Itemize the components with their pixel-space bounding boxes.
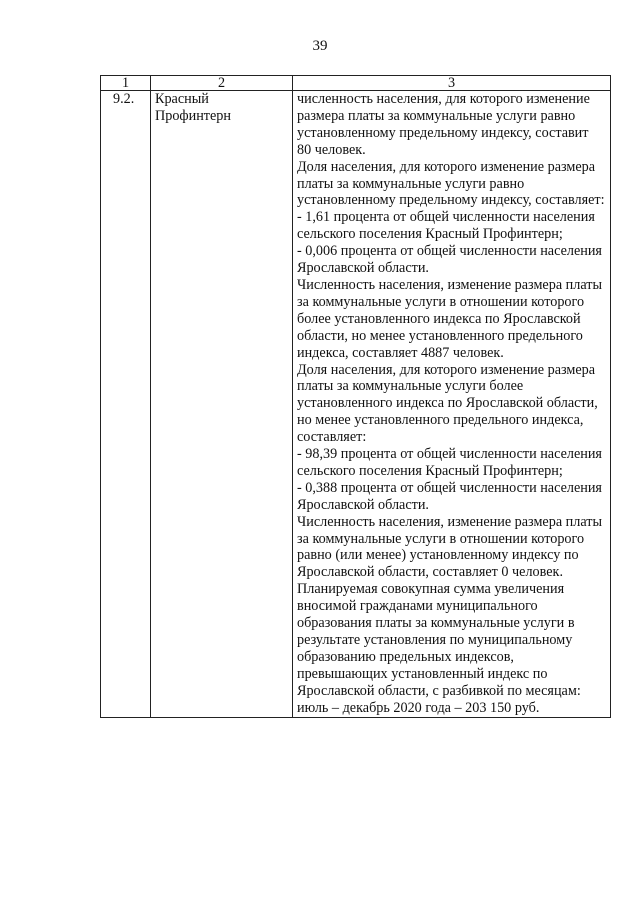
description-paragraph-2: Доля населения, для которого изменение размера платы за коммунальные услуги равно установленному предельному индексу, составляет: bbox=[297, 158, 605, 209]
row-description-cell bbox=[293, 91, 611, 718]
row-name-line-1: Красный bbox=[155, 91, 209, 107]
description-paragraph-10: Планируемая совокупная сумма увеличения вносимой гражданами муниципального образования платы за коммунальные услуги в результате установления по муниципальному образованию предельных индексов, превышающих установленный индекс по Ярославской области, с разбивкой по месяцам: июль – декабрь 2020 года – 203 150 руб. bbox=[297, 581, 581, 716]
description-paragraph-9: Численность населения, изменение размера платы за коммунальные услуги в отношении которого равно (или менее) установленному индексу по Ярославской области, составляет 0 человек. bbox=[297, 513, 603, 581]
description-paragraph-1: численность населения, для которого изменение размера платы за коммунальные услуги равно установленному предельному индексу, составит 80 человек. bbox=[297, 91, 590, 158]
description-paragraph-3: - 1,61 процента от общей численности населения сельского поселения Красный Профинтерн; bbox=[297, 209, 595, 243]
description-paragraph-7: - 98,39 процента от общей численности населения сельского поселения Красный Профинтерн; bbox=[297, 446, 602, 479]
page-number: 39 bbox=[312, 38, 328, 54]
description-paragraph-8: - 0,388 процента от общей численности населения Ярославской области. bbox=[297, 479, 602, 513]
header-cell-2: 2 bbox=[151, 76, 293, 91]
description-paragraph-6: Доля населения, для которого изменение размера платы за коммунальные услуги более установленного индекса по Ярославской области, но менее установленного предельного индекса, составляет: bbox=[297, 361, 598, 446]
table-header-row bbox=[101, 76, 611, 91]
header-cell-1: 1 bbox=[101, 76, 151, 91]
row-number-cell: 9.2. bbox=[101, 91, 151, 718]
document-table bbox=[100, 75, 611, 718]
description-paragraph-5: Численность населения, изменение размера платы за коммунальные услуги в отношении которого более установленного индекса по Ярославской области, но менее установленного предельного индекса, составляет 4887 человек. bbox=[297, 276, 603, 361]
table-row bbox=[101, 91, 611, 718]
header-cell-3: 3 bbox=[293, 76, 611, 91]
description-paragraph-4: - 0,006 процента от общей численности населения Ярославской области. bbox=[297, 243, 602, 277]
row-name-cell bbox=[151, 91, 293, 718]
row-name-line-2: Профинтерн bbox=[155, 107, 231, 124]
